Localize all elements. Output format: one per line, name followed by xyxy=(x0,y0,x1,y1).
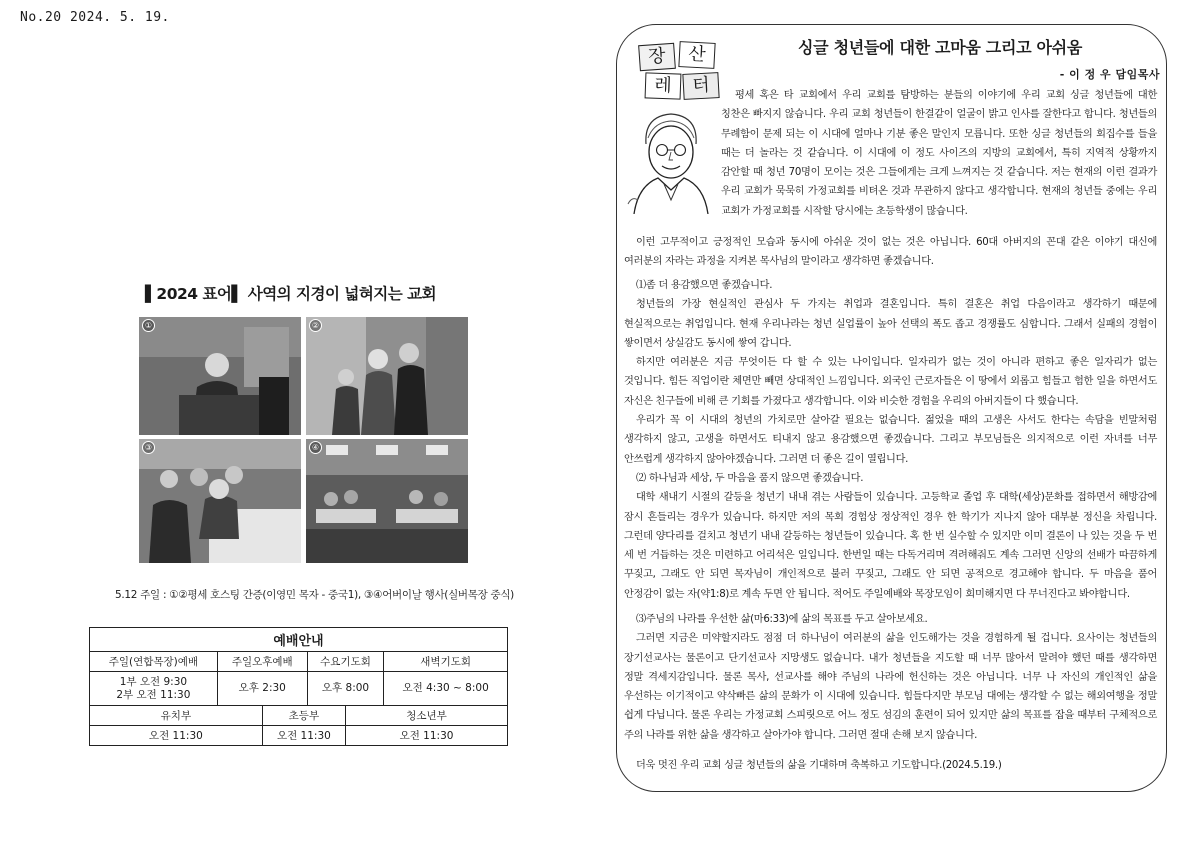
section-paragraph: 우리가 꼭 이 시대의 청년의 가치로만 살아갈 필요는 없습니다. 젊었을 때의 고생은 사서도 한다는 속담을 빈말처럼 생각하지 않고, 고생을 하면서도 티내지 않고 용감했으면 좋겠습니다. 그리고 부모님들은 의지적으로 이런 자녀를 너무 안쓰럽게 생각하지 않아야겠습니다. 그러면 더 좋은 길이 열립니다. xyxy=(624,415,1157,465)
photo-number: ① xyxy=(142,319,155,332)
photo-number: ④ xyxy=(309,441,322,454)
schedule-title: 예배안내 xyxy=(90,628,508,652)
logo-tile: 산 xyxy=(678,41,715,69)
section-paragraph: 청년들의 가장 현실적인 관심사 두 가지는 취업과 결혼입니다. 특히 결혼은 취업 다음이라고 생각하기 때문에 현실적으로는 취업입니다. 현재 우리나라는 청년 실업률이 높아 선택의 폭도 좁고 경쟁률도 심합니다. 그래서 실패의 경험이 쌓이면서 상실감도 동시에 쌓여 갑니다. xyxy=(624,299,1157,349)
column-logo-tiles xyxy=(639,42,719,102)
photo-1-speaker xyxy=(139,317,301,435)
schedule-header: 새벽기도회 xyxy=(384,652,508,672)
photo-grid xyxy=(139,317,469,563)
photo-2-image xyxy=(306,317,468,435)
schedule-value: 오후 2:30 xyxy=(217,672,307,706)
photo-number: ③ xyxy=(142,441,155,454)
pastor-portrait-illustration xyxy=(624,104,718,214)
photo-2-greeting xyxy=(306,317,468,435)
photo-4-image xyxy=(306,439,468,563)
schedule-value: 오후 8:00 xyxy=(307,672,384,706)
schedule-header: 초등부 xyxy=(262,706,345,726)
issue-line: No.20 2024. 5. 19. xyxy=(20,10,170,25)
schedule-value: 오전 4:30 ~ 8:00 xyxy=(384,672,508,706)
section-paragraph: 하지만 여러분은 지금 무엇이든 다 할 수 있는 나이입니다. 일자리가 없는 것이 아니라 편하고 좋은 일자리가 없는 것입니다. 힘든 직업이란 체면만 빼면 상대적인 느낌입니다. 외국인 근로자들은 이 땅에서 외롭고 힘들고 험한 일을 하면서도 자신은 친구들에 비해 큰 기회를 가졌다고 생각합니다. 이와 비슷한 경험을 우리의 아버지들이 다 했습니다. xyxy=(624,357,1157,407)
schedule-value: 오전 11:30 xyxy=(90,726,263,746)
article-closing: 더욱 멋진 우리 교회 싱글 청년들의 삶을 기대하며 축복하고 기도합니다.(2024.5.19.) xyxy=(636,760,1002,771)
schedule-header: 청소년부 xyxy=(346,706,508,726)
logo-tile: 레 xyxy=(645,72,682,99)
article-author: - 이 정 우 담임목사 xyxy=(1059,68,1160,81)
schedule-value: 오전 11:30 xyxy=(262,726,345,746)
section-paragraph: 대학 새내기 시절의 갈등을 청년기 내내 겪는 사람들이 있습니다. 고등학교 졸업 후 대학(세상)문화를 접하면서 해방감에 잠시 흔들리는 경우가 있습니다. 하지만 저의 목회 경험상 정상적인 경우 한 학기가 지나지 않아 대부분 정신을 차립니다. 그런데 양다리를 걸치고 청년기 내내 갈등하는 청년들이 있습니다. 혹 한 번 실수할 수 있지만 이미 결론이 나 있는 것을 두 번 세 번 거듭하는 것은 미련하고 어리석은 일입니다. 한번일 때는 다독거리며 격려해줘도 계속 그러면 신앙의 선배가 따끔하게 꾸짖고, 그래도 안 되면 목자님이 개인적으로 불러 꾸짖고, 그래도 안 되면 공적으로 경고해야 합니다. 두 마음을 품어 안정감이 없는 자(약1:8)로 계속 두면 안 됩니다. 적어도 주일예배와 목장모임이 희미해지면 다 무너진다고 봐야합니다. xyxy=(624,492,1157,600)
schedule-header: 주일(연합목장)예배 xyxy=(90,652,218,672)
logo-tile: 장 xyxy=(638,43,676,71)
article-section-3 xyxy=(624,610,1157,745)
schedule-header: 주일오후예배 xyxy=(217,652,307,672)
schedule-value: 1부 오전 9:30 2부 오전 11:30 xyxy=(90,672,218,706)
photo-caption: 5.12 주일 : ①②평세 호스팅 간증(이영민 목자 - 중국1), ③④어버이날 행사(실버목장 중식) xyxy=(115,589,514,601)
photo-3-meal xyxy=(139,439,301,563)
section-heading: ⑴좀 더 용감했으면 좋겠습니다. xyxy=(636,280,773,291)
article-section-1 xyxy=(624,276,1157,469)
article-section-2 xyxy=(624,469,1157,604)
article-title: 싱글 청년들에 대한 고마움 그리고 아쉬움 xyxy=(797,38,1082,57)
photo-4-hall xyxy=(306,439,468,563)
photo-3-image xyxy=(139,439,301,563)
photo-1-image xyxy=(139,317,301,435)
worship-schedule-table xyxy=(89,627,508,746)
article-intro-paragraph: 평세 혹은 타 교회에서 우리 교회를 탐방하는 분들의 이야기에 우리 교회 싱글 청년들에 대한 칭찬은 빠지지 않습니다. 우리 교회 청년들이 한결같이 얼굴이 밝고 인사를 잘한다고 합니다. 청년들의 무례함이 문제 되는 이 시대에 얼마나 기분 좋은 말인지 모릅니다. 또한 싱글 청년들의 회집수를 들을 때는 더 놀라는 것 같습니다. 이 시대에 이 정도 사이즈의 지방의 교회에서, 특히 지역적 상황까지 감안할 때 청년 70명이 모이는 것은 그들에게는 크게 느껴지는 것 같습니다. 저는 현재의 이런 결과가 우리 교회가 묵묵히 가정교회를 비텨온 것과 무관하지 않다고 생각합니다. 현재의 청년들 중에는 우리 교회가 가정교회를 시작할 당시에는 초등학생이 많습니다. xyxy=(721,90,1157,217)
section-paragraph: 그러면 지금은 미약할지라도 점점 더 하나님이 여러분의 삶을 인도해가는 것을 경험하게 될 겁니다. 요사이는 청년들의 장기선교사는 물론이고 단기선교사 지망생도 없습니다. 내가 청년들을 지도할 때 너무 많아서 말려야 했던 때를 생각하면 정말 격세지감입니다. 물론 목사, 선교사를 해야 주님의 나라에 헌신하는 것은 아닙니다. 너무 나 자신의 개인적인 삶을 우선하는 이기적이고 약삭빠른 삶의 문화가 이 시대에 있습니다. 힘들다지만 부모님 대에는 생각할 수 없는 해외여행을 정말 쉽게 다닙니다. 물론 우리는 가정교회 스피릿으로 어느 정도 섬김의 훈련이 되어 있지만 삶의 목표를 잡을 때부터 구체적으로 주의 나라를 위한 삶을 생각하고 살아가야 합니다. 그러면 절대 손해 보지 않습니다. xyxy=(624,633,1157,741)
logo-tile: 터 xyxy=(682,72,719,100)
section-heading: ⑵ 하나님과 세상, 두 마음을 품지 않으면 좋겠습니다. xyxy=(636,473,864,484)
schedule-value: 오전 11:30 xyxy=(346,726,508,746)
photo-number: ② xyxy=(309,319,322,332)
section-heading: ⑶주님의 나라를 우선한 삶(마6:33)에 삶의 목표를 두고 살아보세요. xyxy=(636,614,928,625)
church-motto: ▌2024 표어▌ 사역의 지경이 넓혀지는 교회 xyxy=(145,285,437,303)
schedule-header: 유치부 xyxy=(90,706,263,726)
schedule-header: 수요기도회 xyxy=(307,652,384,672)
article-paragraph: 이런 고무적이고 긍정적인 모습과 동시에 아쉬운 것이 없는 것은 아닙니다. 60대 아버지의 꼰대 같은 이야기 대신에 여러분의 자라는 과정을 지켜본 목사님의 말이라고 생각하면 좋겠습니다. xyxy=(624,237,1157,268)
